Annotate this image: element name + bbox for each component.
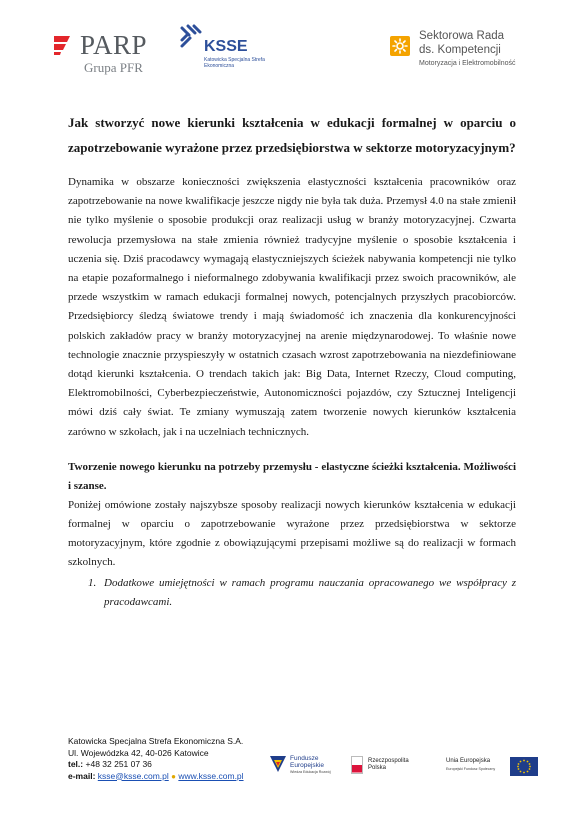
fe-subtitle: Wiedza Edukacja Rozwój [290,770,331,774]
page-header [0,22,582,82]
street-address: Ul. Wojewódzka 42, 40-026 Katowice [68,747,209,758]
email-label: e-mail: [68,770,96,781]
parp-logo [52,28,172,78]
unia-europejska-logo [446,755,546,781]
list-item-number: 1. [88,576,97,589]
section-paragraph: Poniżej omówione zostały najszybsze sposoby realizacji nowych kierunków kształcenia w edukacji formalnej w oparciu o zapotrzebowanie wyrażone przez przedsiębiorstwa w sektorze motoryzacyjnym, które zgodnie z obowiązującymi przepisami możliwe są do realizacji w formach szkolnych. [68,498,516,569]
ksse-subtitle: Katowicka Specjalna Strefa Ekonomiczna [204,57,265,69]
org-name: Katowicka Specjalna Strefa Ekonomiczna S.A. [68,736,244,746]
rp-line2: Polska [368,765,387,771]
fundusze-europejskie-icon [268,752,288,776]
srk-title-line2: ds. Kompetencji [419,44,501,56]
srk-logo [390,30,575,76]
phone-line [68,759,244,771]
list-item [88,574,516,612]
email-line [68,771,244,783]
polish-flag-icon [351,756,363,774]
contact-address [68,736,244,782]
parp-subtitle: Grupa PFR [84,60,143,75]
website-link[interactable]: www.ksse.com.pl [178,770,244,781]
email-link[interactable]: ksse@ksse.com.pl [97,770,169,781]
rp-line1: Rzeczpospolita [368,758,409,764]
methods-list [68,574,516,612]
eu-flag-icon [510,757,538,776]
srk-title-line1: Sektorowa Rada [419,30,505,42]
fundusze-europejskie-text [290,755,324,769]
srk-subtitle: Motoryzacja i Elektromobilność [419,60,516,67]
list-item-text: Dodatkowe umiejętności w ramach programu nauczania opracowanego we współpracy z pracodawcami. [104,576,516,608]
ue-subtitle: Europejski Fundusz Społeczny [446,767,496,771]
section-heading: Tworzenie nowego kierunku na potrzeby przemysłu - elastyczne ścieżki kształcenia. Możliwości i szanse. [68,460,516,492]
separator-dot-icon: ● [171,771,176,781]
intro-paragraph: Dynamika w obszarze konieczności zwiększenia elastyczności kształcenia pracowników oraz zapotrzebowanie na nowe kwalifikacje jeszcze nigdy nie była tak duża. Przemysł 4.0 na stałe zmienił nie tylko myślenie o sposobie produkcji oraz realizacji usług w branży motoryzacyjnej. Czwarta rewolucja przemysłowa na stałe zmienia również tradycyjne myślenie o sposobie kształcenia i uczenia się. Dziś pracodawcy wymagają elastyczniejszych ścieżek nabywania kompetencji nie tylko na etapie pozaformalnego i nieformalnego zdobywania kwalifikacji przez swoich pracowników, ale przede wszystkim w ramach edukacji formalnej nowych, potencjalnych przyszłych pracobiorców. Przedsiębiorcy śledzą światowe trendy i mają świadomość ich znaczenia dla konkurencyjności polskich zakładów pracy w branży motoryzacyjnej na arenie międzynarodowej. To właśnie nowe technologie znacznie przyspieszyły w ostatnich czasach wzrost zapotrzebowania na niezdefiniowane dotąd kierunki kształcenia. O trendach takich jak: Big Data, Internet Rzeczy, Cloud computing, Elektromobilności, Cyberbezpieczeństwie, Autonomiczności pojazdów, czy Sztucznej Inteligencji mówi dziś cały świat. Te zmiany wymuszają zatem tworzenie nowych kierunków kształcenia zarówno w szkołach, jak i na uczelniach technicznych. [68,176,516,438]
fundusze-europejskie-logo [268,752,348,782]
rzeczpospolita-polska-logo [351,754,421,780]
rp-text [368,758,409,772]
ksse-logo [178,24,268,80]
phone-number: +48 32 251 07 36 [85,759,152,769]
document-body [68,110,516,612]
ue-title: Unia Europejska [446,758,491,764]
parp-logo-icon [52,34,72,56]
ksse-name: KSSE [204,38,248,55]
document-title: Jak stworzyć nowe kierunki kształcenia w edukacji formalnej w oparciu o zapotrzebowanie wyrażone przez przedsiębiorstwa w sektorze motoryzacyjnym? [68,115,516,155]
fe-line2: Europejskie [290,762,324,769]
fe-line1: Fundusze [290,755,319,762]
phone-label: tel.: [68,759,84,769]
parp-name: PARP [80,30,148,60]
page-footer [68,736,548,796]
srk-logo-icon [390,36,410,56]
